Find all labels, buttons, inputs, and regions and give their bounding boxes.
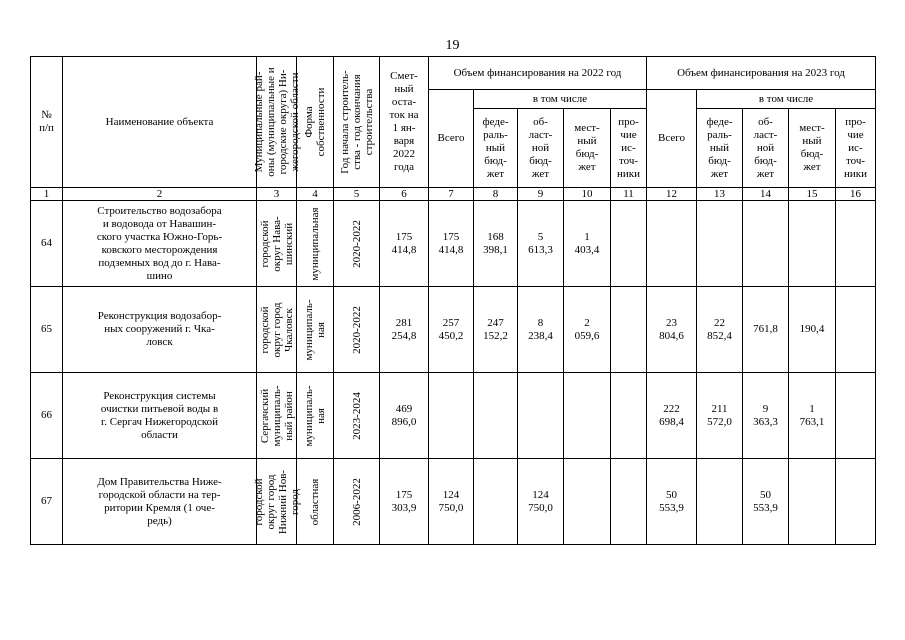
column-number: 9 bbox=[518, 188, 564, 201]
row-total-2023: 222 698,4 bbox=[647, 373, 697, 459]
row-ownership bbox=[297, 459, 334, 545]
row-estimate: 175 303,9 bbox=[380, 459, 429, 545]
header-name: Наименование объекта bbox=[63, 57, 257, 188]
row-municipality bbox=[252, 459, 301, 545]
column-number: 10 bbox=[564, 188, 611, 201]
column-number-row bbox=[31, 188, 876, 201]
header-total-2022: Всего bbox=[429, 90, 474, 188]
column-number: 12 bbox=[647, 188, 697, 201]
row-other-2023 bbox=[836, 201, 876, 287]
row-municipality-text: городской округ город Чкаловск bbox=[258, 302, 295, 357]
column-number: 6 bbox=[380, 188, 429, 201]
row-federal-2022 bbox=[474, 373, 518, 459]
header-estimate: Смет- ный оста- ток на 1 ян- варя 2022 года bbox=[380, 57, 429, 188]
row-other-2022 bbox=[611, 287, 647, 373]
row-local-2023 bbox=[789, 201, 836, 287]
row-ownership-text: областная bbox=[309, 478, 321, 525]
header-num: № п/п bbox=[31, 57, 63, 188]
page-number: 19 bbox=[445, 38, 460, 53]
row-federal-2022 bbox=[474, 459, 518, 545]
row-total-2023: 23 804,6 bbox=[647, 287, 697, 373]
row-estimate: 175 414,8 bbox=[380, 201, 429, 287]
row-federal-2023: 211 572,0 bbox=[697, 373, 743, 459]
row-municipality bbox=[257, 373, 297, 459]
header-years bbox=[334, 57, 380, 188]
row-total-2023: 50 553,9 bbox=[647, 459, 697, 545]
row-ownership-text: муниципаль- ная bbox=[303, 384, 327, 447]
header-municipality bbox=[252, 57, 301, 188]
row-total-2022: 257 450,2 bbox=[429, 287, 474, 373]
column-number: 7 bbox=[429, 188, 474, 201]
header-fin-2022: Объем финансирования на 2022 год bbox=[429, 57, 647, 90]
column-number: 16 bbox=[836, 188, 876, 201]
header-local-2023: мест- ный бюд- жет bbox=[789, 109, 836, 188]
row-municipality-text: городской округ город Нижний Нов- город bbox=[252, 469, 301, 534]
row-municipality-text: Сергачский муниципаль- ный район bbox=[258, 384, 295, 447]
financing-table bbox=[30, 56, 876, 545]
row-local-2023: 1 763,1 bbox=[789, 373, 836, 459]
column-number: 1 bbox=[31, 188, 63, 201]
row-years bbox=[334, 459, 380, 545]
row-federal-2022: 168 398,1 bbox=[474, 201, 518, 287]
row-num: 65 bbox=[31, 287, 63, 373]
header-regional-2023: об- ласт- ной бюд- жет bbox=[743, 109, 789, 188]
row-federal-2023: 22 852,4 bbox=[697, 287, 743, 373]
row-municipality-text: городской округ Нава- шинский bbox=[258, 215, 295, 272]
column-number: 8 bbox=[474, 188, 518, 201]
row-estimate: 469 896,0 bbox=[380, 373, 429, 459]
row-other-2023 bbox=[836, 373, 876, 459]
header-ownership bbox=[297, 57, 334, 188]
row-local-2023: 190,4 bbox=[789, 287, 836, 373]
row-num: 67 bbox=[31, 459, 63, 545]
header-regional-2022: об- ласт- ной бюд- жет bbox=[518, 109, 564, 188]
header-other-2023: про- чие ис- точ- ники bbox=[836, 109, 876, 188]
row-other-2022 bbox=[611, 373, 647, 459]
row-other-2022 bbox=[611, 459, 647, 545]
row-regional-2023: 761,8 bbox=[743, 287, 789, 373]
row-years-text: 2023-2024 bbox=[350, 391, 363, 440]
header-federal-2023: феде- раль- ный бюд- жет bbox=[697, 109, 743, 188]
column-number: 13 bbox=[697, 188, 743, 201]
header-federal-2022: феде- раль- ный бюд- жет bbox=[474, 109, 518, 188]
column-number: 5 bbox=[334, 188, 380, 201]
row-num: 66 bbox=[31, 373, 63, 459]
header-years-text: Год начала строитель- ства - год окончания строительства bbox=[338, 70, 375, 174]
row-other-2023 bbox=[836, 287, 876, 373]
row-federal-2023 bbox=[697, 201, 743, 287]
row-years bbox=[334, 287, 380, 373]
row-regional-2023: 50 553,9 bbox=[743, 459, 789, 545]
row-regional-2023 bbox=[743, 201, 789, 287]
header-other-2022: про- чие ис- точ- ники bbox=[611, 109, 647, 188]
row-total-2022: 124 750,0 bbox=[429, 459, 474, 545]
row-estimate: 281 254,8 bbox=[380, 287, 429, 373]
row-regional-2022: 5 613,3 bbox=[518, 201, 564, 287]
row-local-2022 bbox=[564, 373, 611, 459]
row-regional-2022: 124 750,0 bbox=[518, 459, 564, 545]
row-years bbox=[334, 373, 380, 459]
object-name: Строительство водозабора и водовода от Навашин- ского участка Южно-Горь- ковского месторождения подземных вод до г. Нава- шино bbox=[63, 201, 257, 287]
column-number: 14 bbox=[743, 188, 789, 201]
header-fin-2023: Объем финансирования на 2023 год bbox=[647, 57, 876, 90]
row-ownership bbox=[297, 373, 334, 459]
row-ownership-text: муниципаль- ная bbox=[303, 298, 327, 361]
column-number: 4 bbox=[297, 188, 334, 201]
column-number: 2 bbox=[63, 188, 257, 201]
row-regional-2022 bbox=[518, 373, 564, 459]
header-municipality-text: Муниципальные рай- оны (муниципальные и городские округа) Ни- жегородской области bbox=[252, 67, 301, 177]
row-local-2022 bbox=[564, 459, 611, 545]
table-row bbox=[31, 373, 876, 459]
header-ownership-text: Форма собственности bbox=[303, 87, 327, 157]
table-row bbox=[31, 459, 876, 545]
row-regional-2022: 8 238,4 bbox=[518, 287, 564, 373]
header-incl-2022: в том числе bbox=[474, 90, 647, 109]
row-federal-2022: 247 152,2 bbox=[474, 287, 518, 373]
object-name: Дом Правительства Ниже- городской области на тер- ритории Кремля (1 оче- редь) bbox=[63, 459, 257, 545]
row-ownership-text: муниципальная bbox=[309, 206, 321, 281]
column-number: 3 bbox=[257, 188, 297, 201]
header-total-2023: Всего bbox=[647, 90, 697, 188]
row-total-2022: 175 414,8 bbox=[429, 201, 474, 287]
column-number: 15 bbox=[789, 188, 836, 201]
row-total-2023 bbox=[647, 201, 697, 287]
row-years-text: 2020-2022 bbox=[350, 219, 363, 268]
row-ownership bbox=[297, 201, 334, 287]
row-other-2023 bbox=[836, 459, 876, 545]
header-incl-2023: в том числе bbox=[697, 90, 876, 109]
object-name: Реконструкция системы очистки питьевой воды в г. Сергач Нижегородской области bbox=[63, 373, 257, 459]
row-local-2022: 2 059,6 bbox=[564, 287, 611, 373]
object-name: Реконструкция водозабор- ных сооружений г. Чка- ловск bbox=[63, 287, 257, 373]
row-years-text: 2020-2022 bbox=[350, 305, 363, 354]
row-total-2022 bbox=[429, 373, 474, 459]
row-regional-2023: 9 363,3 bbox=[743, 373, 789, 459]
row-federal-2023 bbox=[697, 459, 743, 545]
row-municipality bbox=[257, 201, 297, 287]
row-municipality bbox=[257, 287, 297, 373]
row-num: 64 bbox=[31, 201, 63, 287]
table-row bbox=[31, 287, 876, 373]
row-ownership bbox=[297, 287, 334, 373]
row-years-text: 2006-2022 bbox=[350, 477, 363, 526]
row-years bbox=[334, 201, 380, 287]
row-local-2023 bbox=[789, 459, 836, 545]
row-other-2022 bbox=[611, 201, 647, 287]
header-row-top bbox=[31, 57, 876, 90]
column-number: 11 bbox=[611, 188, 647, 201]
header-local-2022: мест- ный бюд- жет bbox=[564, 109, 611, 188]
row-local-2022: 1 403,4 bbox=[564, 201, 611, 287]
table-row bbox=[31, 201, 876, 287]
